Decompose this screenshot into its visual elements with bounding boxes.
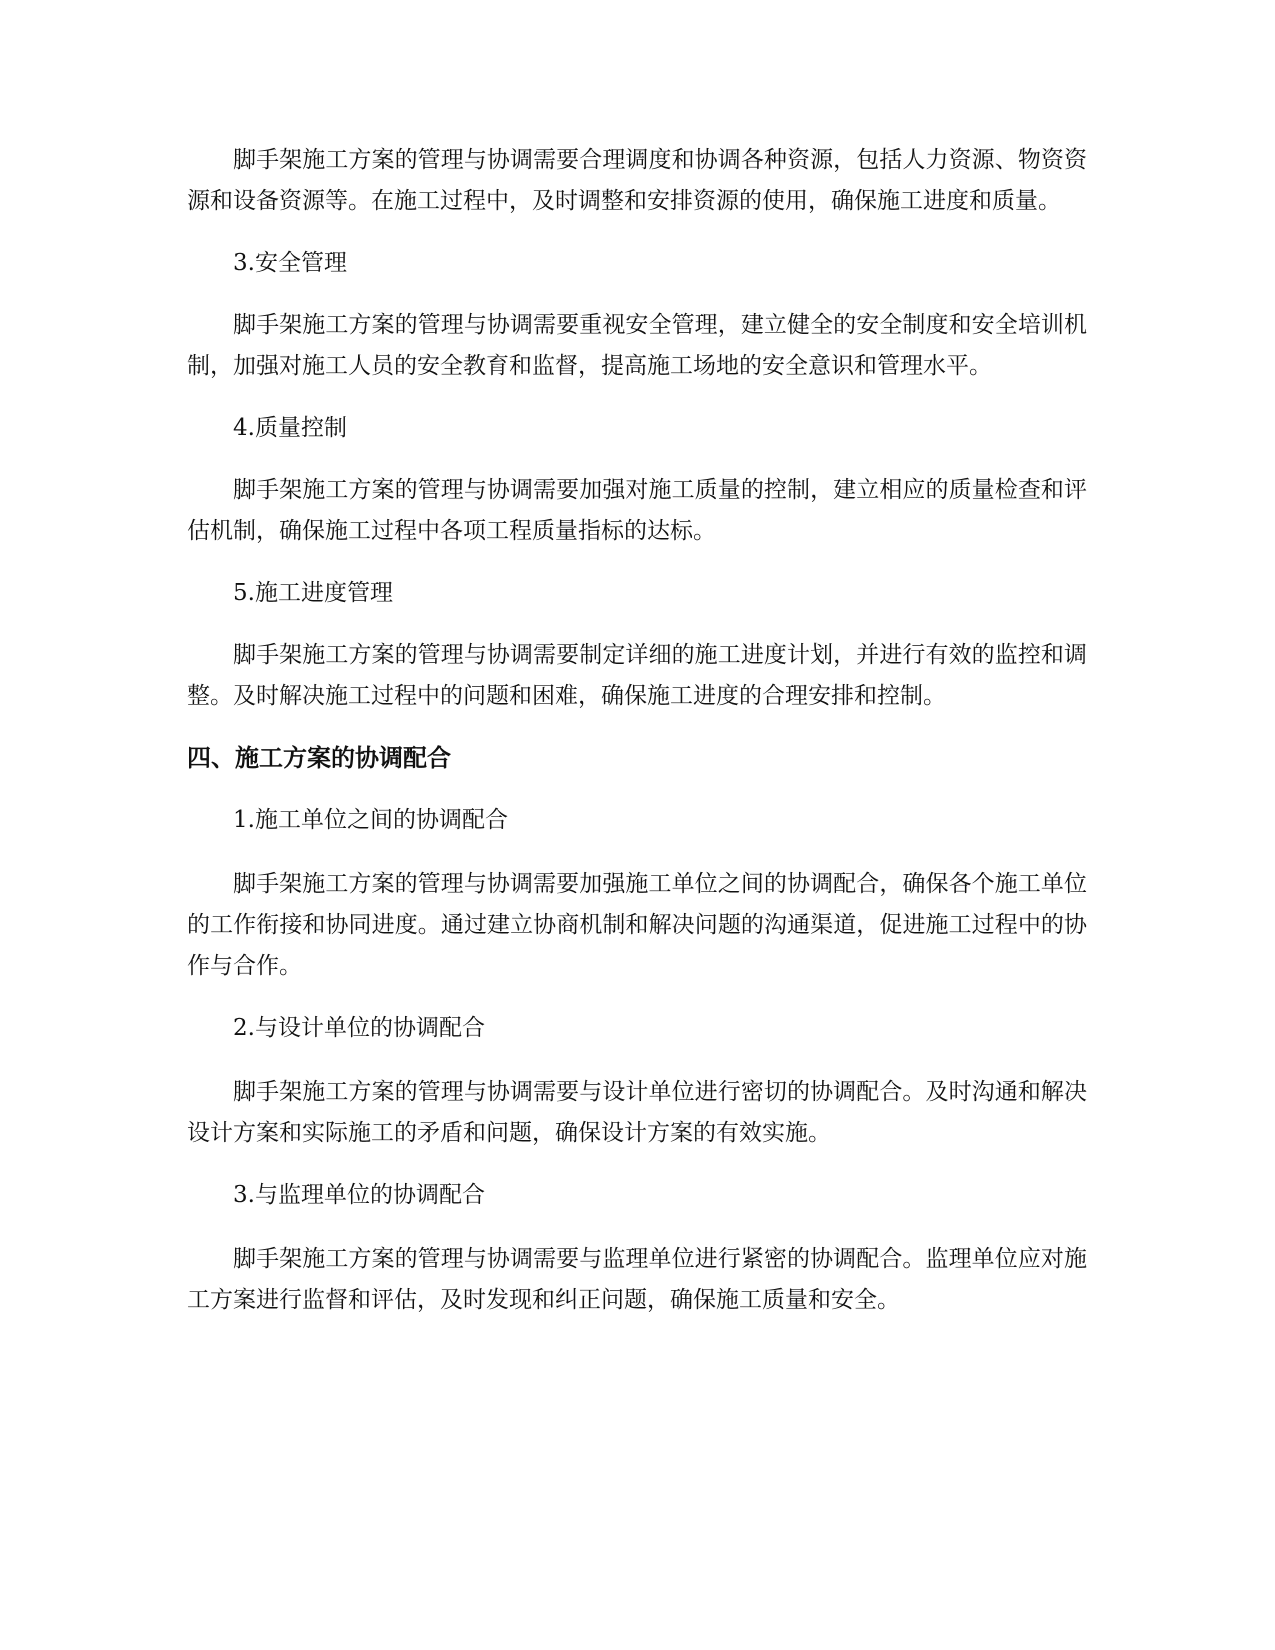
section-heading-coordination: 四、施工方案的协调配合	[187, 744, 451, 772]
paragraph-contractor-coordination: 脚手架施工方案的管理与协调需要加强施工单位之间的协调配合，确保各个施工单位的工作衔接和协同进度。通过建立协商机制和解决问题的沟通渠道，促进施工过程中的协作与合作。	[187, 871, 1087, 979]
document-page	[187, 140, 1087, 1321]
paragraph-resource-coordination: 脚手架施工方案的管理与协调需要合理调度和协调各种资源，包括人力资源、物资资源和设备资源等。在施工过程中，及时调整和安排资源的使用，确保施工进度和质量。	[187, 147, 1087, 214]
subheading-schedule-management: 5.施工进度管理	[233, 580, 393, 606]
subheading-design-coordination: 2.与设计单位的协调配合	[233, 1015, 485, 1041]
paragraph-quality-control: 脚手架施工方案的管理与协调需要加强对施工质量的控制，建立相应的质量检查和评估机制，确保施工过程中各项工程质量指标的达标。	[187, 477, 1087, 544]
subheading-supervision-coordination: 3.与监理单位的协调配合	[233, 1182, 485, 1208]
subheading-contractor-coordination: 1.施工单位之间的协调配合	[233, 807, 508, 833]
paragraph-safety-management: 脚手架施工方案的管理与协调需要重视安全管理，建立健全的安全制度和安全培训机制，加强对施工人员的安全教育和监督，提高施工场地的安全意识和管理水平。	[187, 312, 1087, 379]
paragraph-design-coordination: 脚手架施工方案的管理与协调需要与设计单位进行密切的协调配合。及时沟通和解决设计方案和实际施工的矛盾和问题，确保设计方案的有效实施。	[187, 1079, 1087, 1146]
subheading-safety-management: 3.安全管理	[233, 250, 347, 276]
paragraph-supervision-coordination: 脚手架施工方案的管理与协调需要与监理单位进行紧密的协调配合。监理单位应对施工方案进行监督和评估，及时发现和纠正问题，确保施工质量和安全。	[187, 1246, 1087, 1313]
subheading-quality-control: 4.质量控制	[233, 415, 347, 441]
paragraph-schedule-management: 脚手架施工方案的管理与协调需要制定详细的施工进度计划，并进行有效的监控和调整。及时解决施工过程中的问题和困难，确保施工进度的合理安排和控制。	[187, 642, 1087, 709]
